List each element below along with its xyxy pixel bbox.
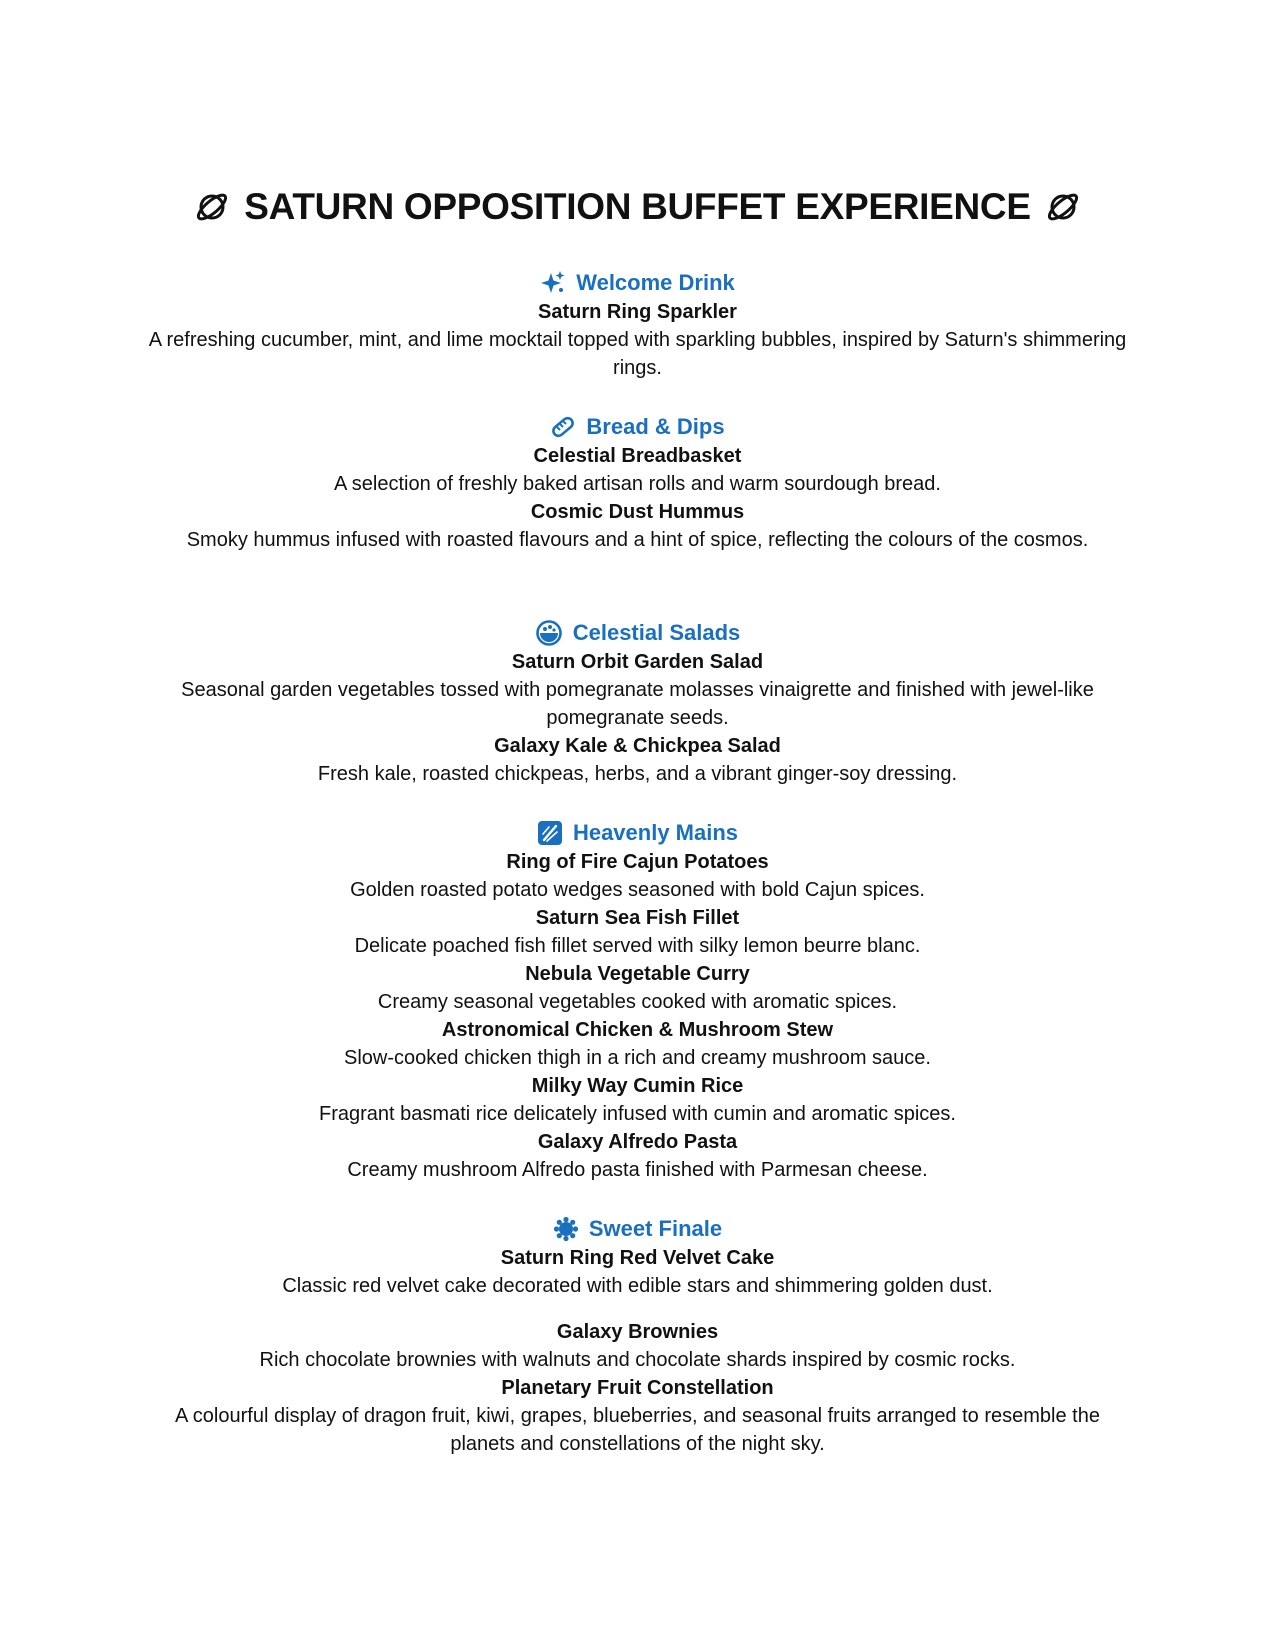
dish-description: Rich chocolate brownies with walnuts and chocolate shards inspired by cosmic rocks.: [259, 1349, 1016, 1371]
salad-bowl-icon: [535, 620, 563, 646]
dish-name: Ring of Fire Cajun Potatoes: [506, 851, 769, 873]
section-heading: [0, 818, 1275, 848]
dish-description: Slow-cooked chicken thigh in a rich and creamy mushroom sauce.: [344, 1047, 931, 1069]
section-heading: [0, 412, 1275, 442]
dish-description: Seasonal garden vegetables tossed with pomegranate molasses vinaigrette and finished with jewel-like pomegranate seeds.: [181, 679, 1094, 729]
section-title: Sweet Finale: [588, 1216, 723, 1241]
menu-content: [0, 268, 1275, 1458]
dish-name: Saturn Ring Sparkler: [538, 301, 737, 323]
bread-icon: [550, 414, 576, 440]
section-welcome-drink: [0, 268, 1275, 382]
dish-name: Planetary Fruit Constellation: [501, 1377, 774, 1399]
section-title: Celestial Salads: [572, 620, 741, 645]
ringed-planet-icon: [1045, 189, 1081, 225]
dish-name: Galaxy Brownies: [556, 1321, 719, 1343]
dish-description: Creamy seasonal vegetables cooked with aromatic spices.: [377, 991, 898, 1013]
dish-name: Astronomical Chicken & Mushroom Stew: [441, 1019, 834, 1041]
section-heading: [0, 618, 1275, 648]
dish-description: A colourful display of dragon fruit, kiwi, grapes, blueberries, and seasonal fruits arranged to resemble the planets and constellations of the night sky.: [175, 1405, 1100, 1455]
dish-name: Cosmic Dust Hummus: [530, 501, 745, 523]
sparkles-icon: [540, 270, 566, 296]
dish-description: A selection of freshly baked artisan rolls and warm sourdough bread.: [333, 473, 941, 495]
section-celestial-salads: [0, 618, 1275, 788]
section-sweet-finale: [0, 1214, 1275, 1458]
page-title: SATURN OPPOSITION BUFFET EXPERIENCE: [244, 186, 1031, 227]
section-bread-dips: [0, 412, 1275, 554]
dish-description: Fragrant basmati rice delicately infused with cumin and aromatic spices.: [319, 1103, 956, 1125]
dish-name: Galaxy Kale & Chickpea Salad: [494, 735, 781, 757]
dish-description: A refreshing cucumber, mint, and lime mocktail topped with sparkling bubbles, inspired by Saturn's shimmering rings.: [148, 329, 1127, 379]
dish-name: Galaxy Alfredo Pasta: [537, 1131, 738, 1153]
dish-description: Creamy mushroom Alfredo pasta finished with Parmesan cheese.: [347, 1159, 928, 1181]
dish-name: Saturn Orbit Garden Salad: [511, 651, 764, 673]
section-heading: [0, 1214, 1275, 1244]
section-title: Welcome Drink: [576, 270, 735, 295]
dish-description: Golden roasted potato wedges seasoned with bold Cajun spices.: [350, 879, 925, 901]
section-title: Heavenly Mains: [572, 820, 739, 845]
starburst-icon: [553, 1216, 579, 1242]
dish-description: Delicate poached fish fillet served with silky lemon beurre blanc.: [354, 935, 921, 957]
dish-name: Celestial Breadbasket: [533, 445, 742, 467]
ringed-planet-icon: [194, 189, 230, 225]
dish-description: Smoky hummus infused with roasted flavours and a hint of spice, reflecting the colours of the cosmos.: [186, 529, 1089, 551]
section-title: Bread & Dips: [586, 414, 725, 439]
dish-name: Milky Way Cumin Rice: [531, 1075, 744, 1097]
dish-description: Classic red velvet cake decorated with edible stars and shimmering golden dust.: [282, 1275, 993, 1297]
dish-name: Nebula Vegetable Curry: [525, 963, 750, 985]
dish-description: Fresh kale, roasted chickpeas, herbs, and a vibrant ginger-soy dressing.: [317, 763, 958, 785]
plate-cutlery-icon: [537, 820, 563, 846]
section-heavenly-mains: [0, 818, 1275, 1184]
title-row: [0, 186, 1275, 228]
section-heading: [0, 268, 1275, 298]
dish-name: Saturn Ring Red Velvet Cake: [500, 1247, 775, 1269]
dish-name: Saturn Sea Fish Fillet: [535, 907, 740, 929]
